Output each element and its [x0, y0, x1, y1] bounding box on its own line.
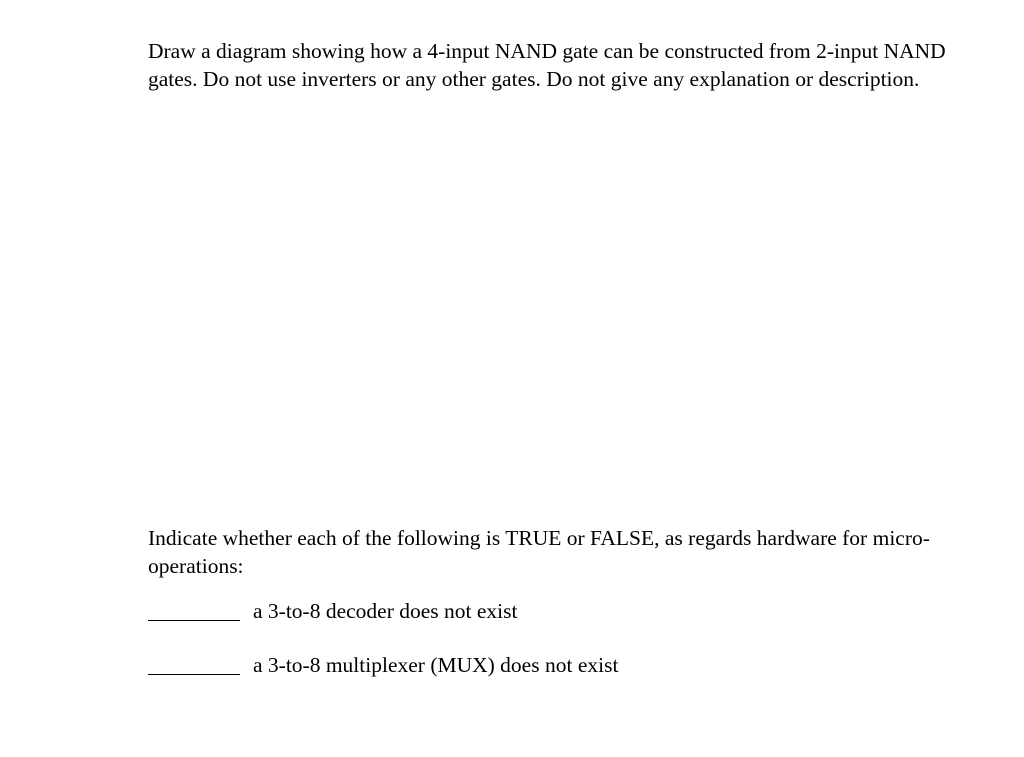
question-diagram-prompt: Draw a diagram showing how a 4-input NAND gate can be constructed from 2-input NAND gates. Do not use inverters or any other gates. Do not give any explanation or description. [148, 39, 946, 91]
true-false-item [148, 598, 518, 628]
answer-blank[interactable] [148, 652, 240, 675]
true-false-statement: a 3-to-8 decoder does not exist [253, 599, 518, 623]
answer-blank[interactable] [148, 598, 240, 621]
true-false-item [148, 652, 618, 682]
true-false-statement: a 3-to-8 multiplexer (MUX) does not exist [253, 653, 619, 677]
diagram-answer-area[interactable] [148, 135, 938, 515]
question-true-false-intro: Indicate whether each of the following is TRUE or FALSE, as regards hardware for micro-operations: [148, 526, 930, 578]
